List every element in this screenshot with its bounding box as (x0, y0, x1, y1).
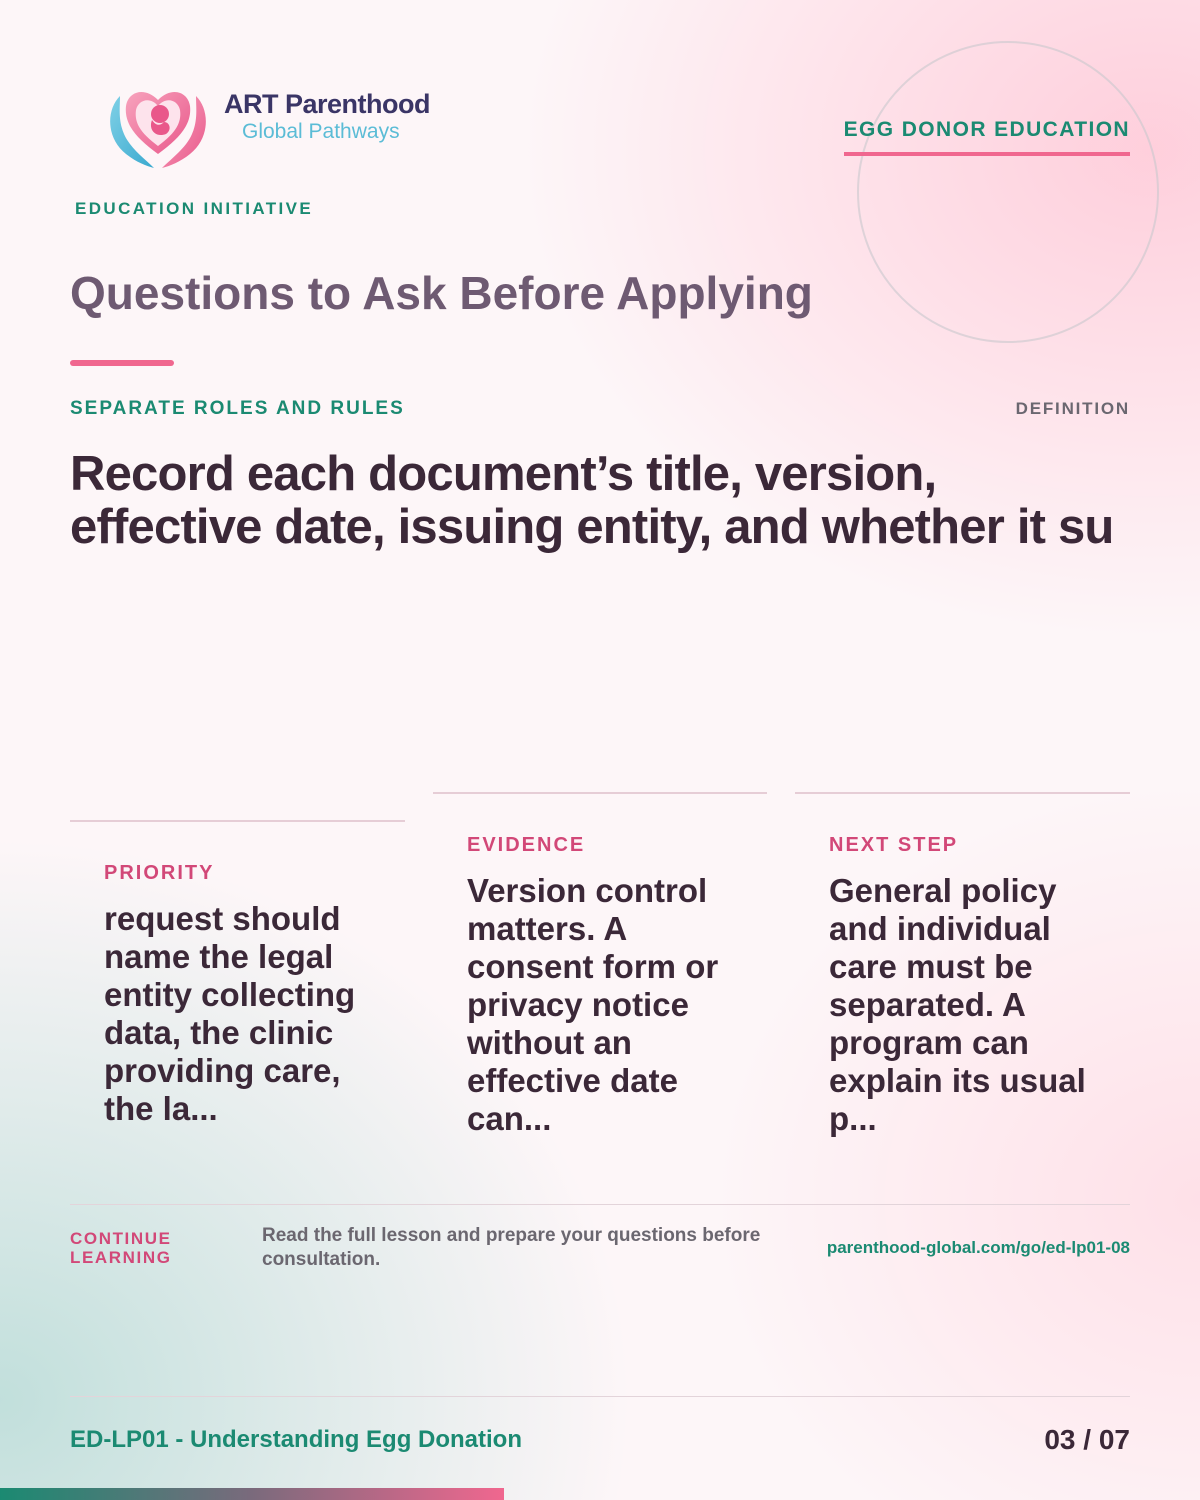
card-body: Version control matters. A consent form or privacy notice without an effective date can... (467, 872, 719, 1137)
course-title: ED-LP01 - Understanding Egg Donation (70, 1426, 523, 1453)
card-body: General policy and individual care must be separated. A program can explain its usual p... (829, 872, 1086, 1137)
section-headline: Record each document’s title, version, effective date, issuing entity, and whether it su (70, 447, 1114, 554)
progress-fill (0, 1488, 504, 1500)
brand-logo (100, 76, 430, 172)
lesson-link[interactable]: parenthood-global.com/go/ed-lp01-08 (826, 1238, 1130, 1257)
card-evidence (433, 792, 767, 1150)
section-type: DEFINITION (1015, 399, 1130, 418)
card-label: NEXT STEP (829, 834, 959, 856)
cta-divider (70, 1204, 1130, 1205)
brand-name: ART Parenthood (224, 89, 430, 119)
card-body: request should name the legal entity collecting data, the clinic providing care, the la... (104, 900, 356, 1127)
footer-divider (70, 1396, 1130, 1397)
page-counter: 03 / 07 (1044, 1424, 1130, 1455)
card-label: EVIDENCE (467, 834, 586, 856)
progress-bar (0, 1488, 1200, 1500)
decorative-circle (857, 41, 1159, 343)
page-title: Questions to Ask Before Applying (70, 267, 813, 319)
card-next-step (795, 792, 1130, 1150)
card-label: PRIORITY (104, 862, 215, 884)
series-tag: EGG DONOR EDUCATION (844, 118, 1130, 156)
title-underline (70, 360, 174, 366)
cta-text: Read the full lesson and prepare your questions before consultation. (262, 1225, 761, 1270)
section-label: SEPARATE ROLES AND RULES (70, 398, 405, 419)
brand-subtitle: Global Pathways (242, 120, 400, 143)
continue-learning-label: CONTINUE LEARNING (70, 1229, 172, 1267)
card-priority (70, 820, 405, 1150)
heart-hands-embryo-icon (100, 76, 216, 172)
education-initiative-label: EDUCATION INITIATIVE (75, 199, 314, 218)
